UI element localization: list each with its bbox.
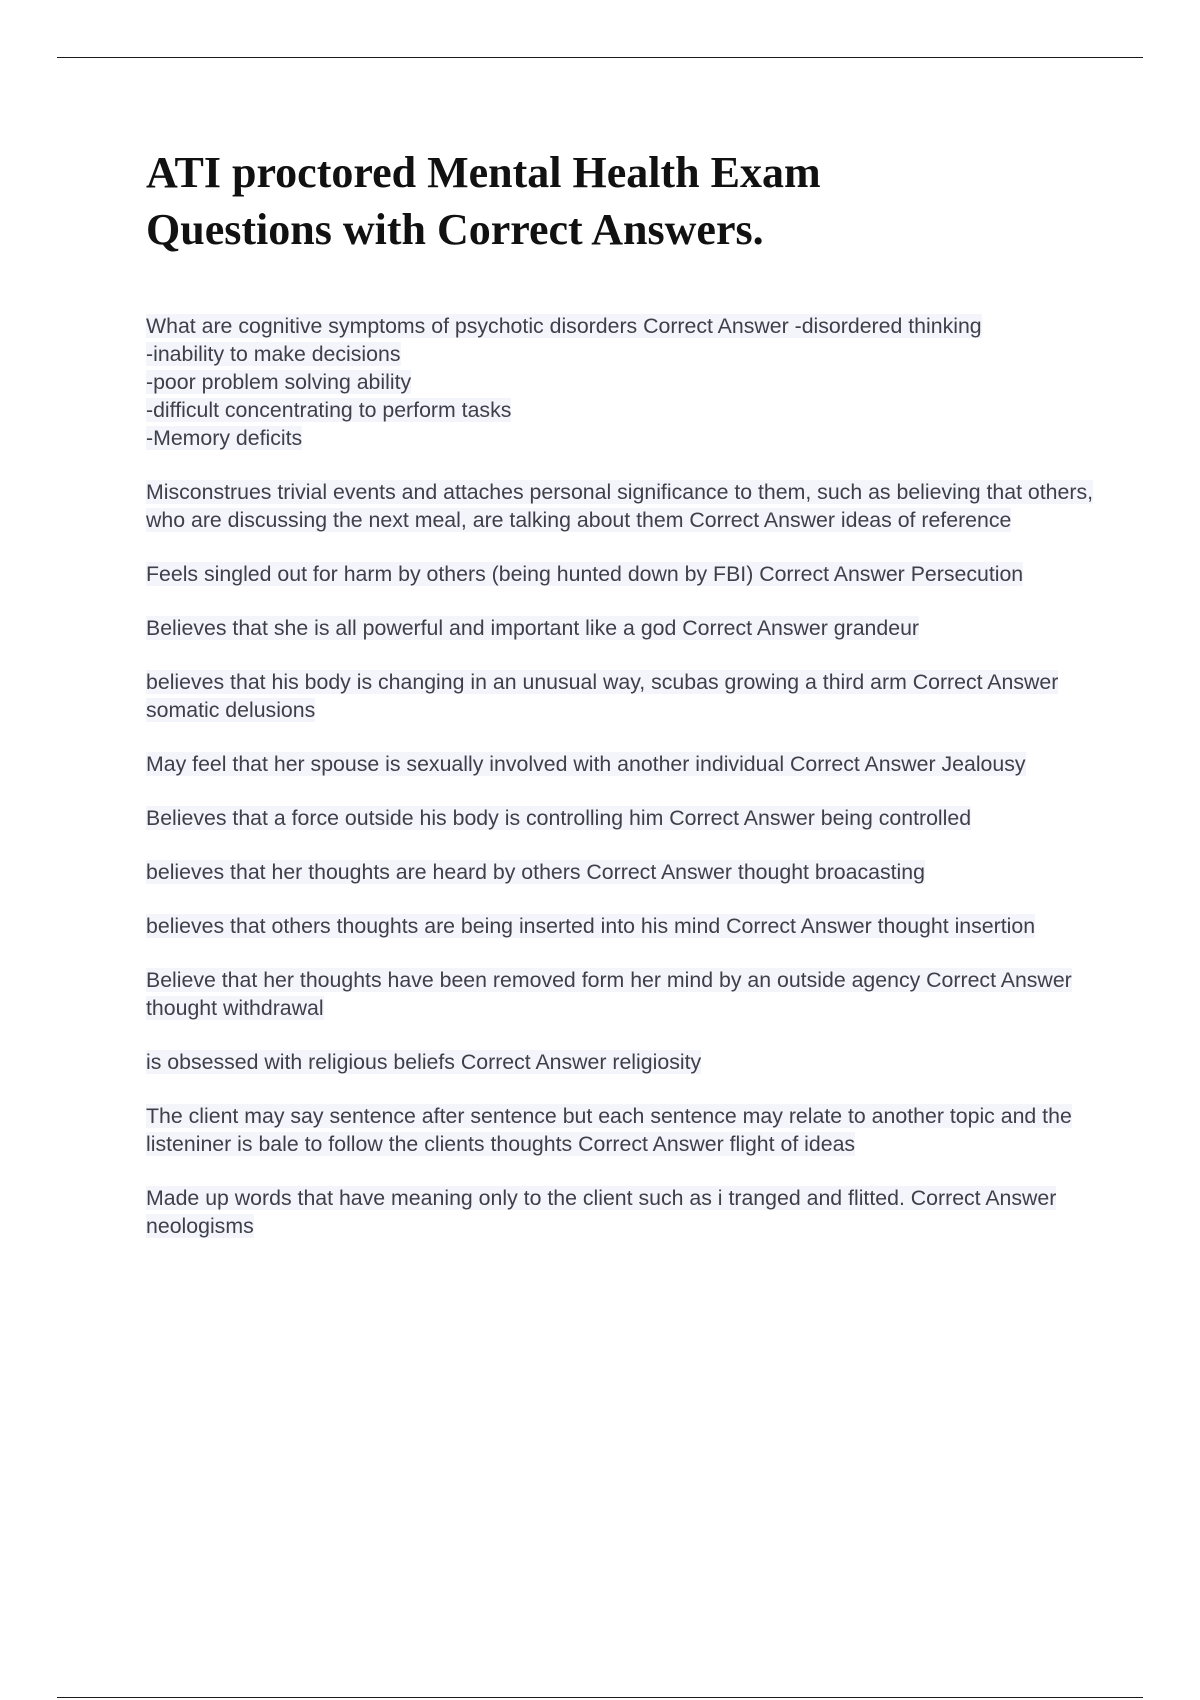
qa-item [146,1048,1136,1076]
qa-item [146,312,1136,452]
qa-item-text: believes that his body is changing in an unusual way, scubas growing a third arm Correct Answer somatic delusions [146,670,1059,722]
qa-item-text: Believes that she is all powerful and important like a god Correct Answer grandeur [146,616,920,640]
qa-item-text: Misconstrues trivial events and attaches personal significance to them, such as believing that others, who are discussing the next meal, are talking about them Correct Answer ideas of reference [146,480,1094,532]
qa-item [146,668,1136,724]
qa-item-text: believes that her thoughts are heard by others Correct Answer thought broacasting [146,860,925,884]
title-line-2: Questions with Correct Answers. [146,205,764,254]
qa-item [146,1184,1136,1240]
qa-item-text: Believe that her thoughts have been removed form her mind by an outside agency Correct Answer thought withdrawal [146,968,1072,1020]
qa-item-text: The client may say sentence after sentence but each sentence may relate to another topic and the listeniner is bale to follow the clients thoughts Correct Answer flight of ideas [146,1104,1072,1156]
qa-item [146,912,1136,940]
qa-item [146,1102,1136,1158]
qa-item-text: believes that others thoughts are being inserted into his mind Correct Answer thought insertion [146,914,1036,938]
qa-item-text: Feels singled out for harm by others (being hunted down by FBI) Correct Answer Persecution [146,562,1024,586]
qa-item-text: What are cognitive symptoms of psychotic disorders Correct Answer -disordered thinking -inability to make decisions -poor problem solving ability -difficult concentrating to perform tasks -Memory deficits [146,314,982,450]
footer-rule [57,1697,1143,1698]
qa-item [146,478,1136,534]
qa-item-text: Made up words that have meaning only to the client such as i tranged and flitted. Correct Answer neologisms [146,1186,1057,1238]
qa-item [146,614,1136,642]
qa-item [146,750,1136,778]
qa-item [146,804,1136,832]
qa-list [146,312,1136,1266]
page-title [146,144,1126,258]
qa-item-text: May feel that her spouse is sexually involved with another individual Correct Answer Jealousy [146,752,1026,776]
qa-item-text: Believes that a force outside his body is controlling him Correct Answer being controlled [146,806,972,830]
title-line-1: ATI proctored Mental Health Exam [146,148,821,197]
qa-item [146,858,1136,886]
qa-item-text: is obsessed with religious beliefs Correct Answer religiosity [146,1050,702,1074]
header-rule [57,57,1143,58]
qa-item [146,560,1136,588]
qa-item [146,966,1136,1022]
